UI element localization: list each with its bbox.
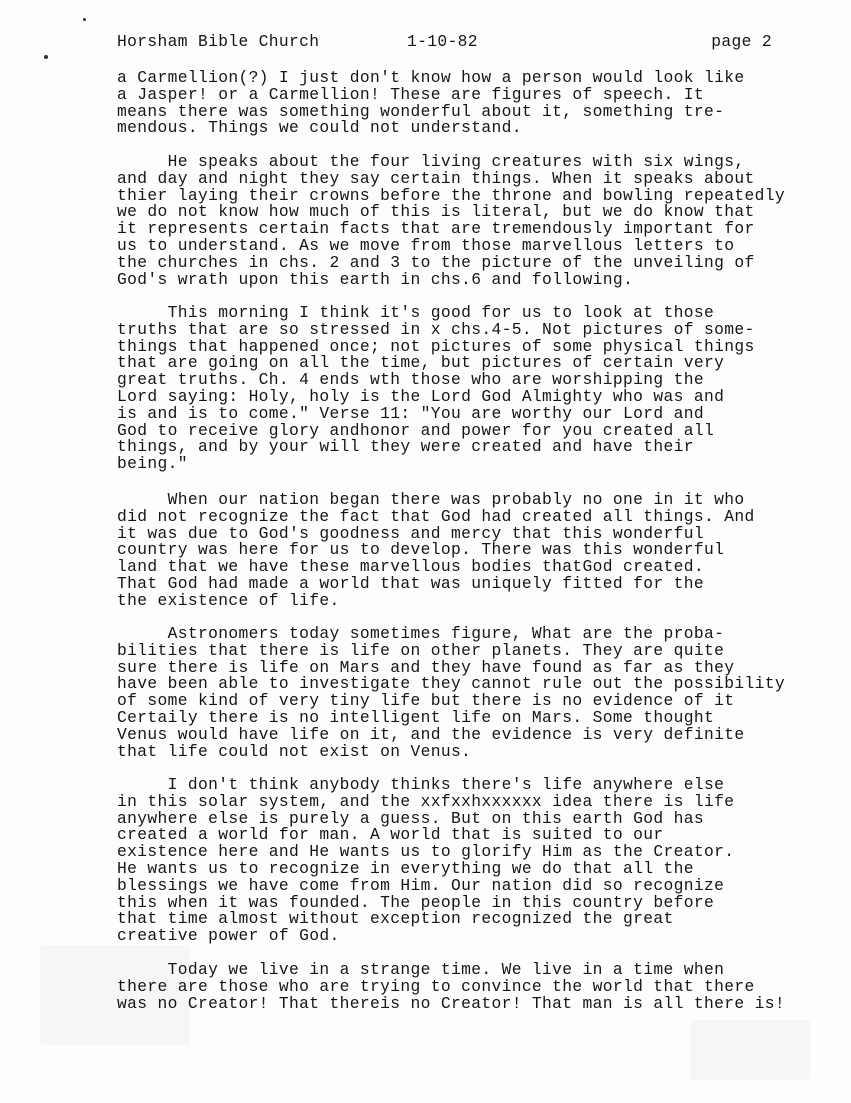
text-line: thier laying their crowns before the throne and bowling repeatedly [117, 185, 785, 205]
paragraph-1 [117, 70, 744, 137]
text-line: this when it was founded. The people in this country before [117, 892, 715, 912]
text-line: it represents certain facts that are tremendously important for [117, 219, 755, 239]
text-line: Certaily there is no intelligent life on Mars. Some thought [117, 707, 715, 727]
text-line: and day and night they say certain things. When it speaks about [117, 168, 755, 188]
text-line: God to receive glory andhonor and power for you created all [117, 420, 715, 440]
text-line: When our nation began there was probably no one in it who [117, 490, 745, 509]
sermon-date: 1-10-82 [407, 32, 478, 51]
text-line: it was due to God's goodness and mercy that this wonderful [117, 523, 704, 543]
paragraph-2 [117, 154, 785, 288]
text-line: we do not know how much of this is literal, but we do know that [117, 202, 755, 222]
text-line: things, and by your will they were created and have their [117, 437, 694, 457]
paragraph-7 [117, 962, 785, 1012]
text-line: the existence of life. [117, 590, 340, 610]
church-name: Horsham Bible Church [117, 32, 320, 51]
text-line: He speaks about the four living creatures with six wings, [117, 152, 745, 171]
scan-speck [83, 18, 86, 21]
paragraph-4 [117, 492, 755, 610]
text-line: being." [117, 454, 188, 474]
text-line: land that we have these marvellous bodies thatGod created. [117, 557, 704, 577]
text-line: creative power of God. [117, 926, 340, 946]
text-line: That God had made a world that was uniquely fitted for the [117, 573, 704, 593]
text-line: blessings we have come from Him. Our nation did so recognize [117, 875, 725, 895]
scan-speck [44, 55, 48, 59]
text-line: Lord saying: Holy, holy is the Lord God Almighty who was and [117, 386, 725, 406]
text-line: God's wrath upon this earth in chs.6 and following. [117, 269, 634, 289]
page-number: page 2 [711, 32, 772, 51]
text-line: is and is to come." Verse 11: "You are worthy our Lord and [117, 403, 704, 423]
paragraph-5 [117, 626, 785, 760]
text-line: things that happened once; not pictures of some physical things [117, 336, 755, 356]
text-line: existence here and He wants us to glorify Him as the Creator. [117, 842, 735, 862]
text-line: that are going on all the time, but pictures of certain very [117, 353, 725, 373]
paragraph-3 [117, 305, 755, 473]
page-header [117, 34, 772, 54]
text-line: did not recognize the fact that God had created all things. And [117, 506, 755, 526]
text-line: was no Creator! That thereis no Creator! That man is all there is! [117, 993, 785, 1013]
text-line: means there was something wonderful about it, something tre- [117, 101, 725, 121]
text-line: a Carmellion(?) I just don't know how a person would look like [117, 68, 745, 87]
text-line: that life could not exist on Venus. [117, 741, 472, 761]
text-line: of some kind of very tiny life but there is no evidence of it [117, 691, 735, 711]
text-line: truths that are so stressed in x chs.4-5. Not pictures of some- [117, 319, 755, 339]
text-line: Venus would have life on it, and the evidence is very definite [117, 724, 745, 744]
text-line: that time almost without exception recognized the great [117, 909, 674, 929]
text-line: sure there is life on Mars and they have found as far as they [117, 657, 735, 677]
text-line: there are those who are trying to convince the world that there [117, 976, 755, 996]
text-line: country was here for us to develop. There was this wonderful [117, 540, 725, 560]
text-line: I don't think anybody thinks there's life anywhere else [117, 775, 725, 794]
text-line: a Jasper! or a Carmellion! These are figures of speech. It [117, 84, 704, 104]
text-line: created a world for man. A world that is suited to our [117, 825, 664, 845]
text-line: This morning I think it's good for us to look at those [117, 303, 715, 322]
text-line: Astronomers today sometimes figure, What are the proba- [117, 624, 725, 643]
text-line: Today we live in a strange time. We live in a time when [117, 960, 725, 979]
text-line: in this solar system, and the xxfxxhxxxxxx idea there is life [117, 791, 735, 811]
text-line: us to understand. As we move from those marvellous letters to [117, 235, 735, 255]
paragraph-6 [117, 777, 734, 945]
text-line: great truths. Ch. 4 ends wth those who are worshipping the [117, 370, 704, 390]
text-line: He wants us to recognize in everything we do that all the [117, 858, 694, 878]
text-line: have been able to investigate they cannot rule out the possibility [117, 674, 785, 694]
text-line: bilities that there is life on other planets. They are quite [117, 640, 725, 660]
text-line: the churches in chs. 2 and 3 to the picture of the unveiling of [117, 252, 755, 272]
show-through [690, 1020, 810, 1080]
text-line: mendous. Things we could not understand. [117, 118, 522, 138]
text-line: anywhere else is purely a guess. But on this earth God has [117, 808, 704, 828]
